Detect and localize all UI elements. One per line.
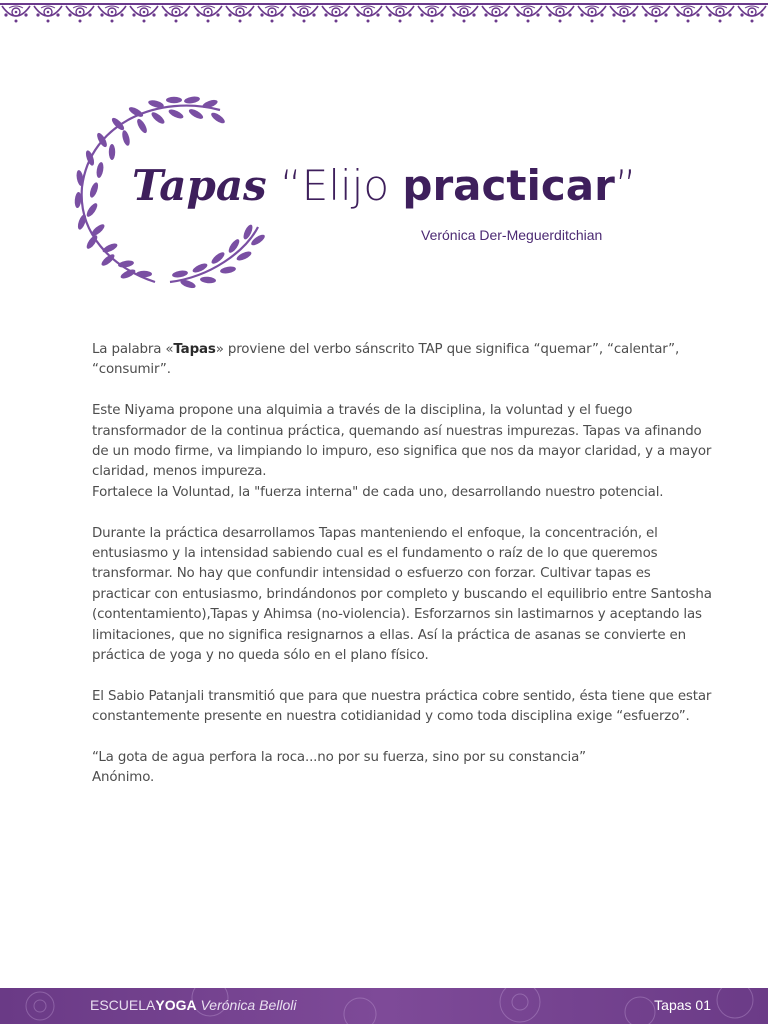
lace-border-ornament xyxy=(0,0,768,28)
p1-after: » proviene del verbo sánscrito TAP que significa “quemar”, “calentar”, “consumir”. xyxy=(92,342,680,378)
p1-before: La palabra « xyxy=(92,342,174,357)
paragraph-voluntad: Fortalece la Voluntad, la "fuerza interna" de cada uno, desarrollando nuestro potencial. xyxy=(92,484,664,500)
paragraph-etymology xyxy=(92,340,712,381)
footer-page-label: Tapas 01 xyxy=(654,997,711,1013)
quote-text: “La gota de agua perfora la roca...no por su fuerza, sino por su constancia” xyxy=(92,750,586,766)
footer-author: Verónica Belloli xyxy=(200,997,297,1013)
quote-author: Anónimo. xyxy=(92,770,155,786)
footer-yoga: YOGA xyxy=(155,997,197,1013)
title-elijo: “Elijo xyxy=(280,161,390,210)
paragraph-practica: Durante la práctica desarrollamos Tapas manteniendo el enfoque, la concentración, el entusiasmo y la intensidad sabiendo cual es el fundamento o raíz de lo que queremos transformar. No hay que confundir intensidad o esfuerzo con forzar. Cultivar tapas es practicar con entusiasmo, brindándonos por completo y buscando el equilibrio entre Santosha (contentamiento),Tapas y Ahimsa (no-violencia). Esforzarnos sin lastimarnos y aceptando las limitaciones, que no significa resignarnos a ellas. Así la práctica de asanas se convierte en práctica de yoga y no queda sólo en el plano físico. xyxy=(92,525,712,664)
footer-escuela: ESCUELA xyxy=(90,997,156,1013)
title-practicar: practicar xyxy=(402,161,615,210)
p1-bold-term: Tapas xyxy=(173,342,216,357)
footer-band xyxy=(0,988,768,1024)
title-close-quote: ” xyxy=(614,161,637,210)
footer-brand xyxy=(90,997,296,1013)
paragraph-niyama: Este Niyama propone una alquimia a través de la disciplina, la voluntad y el fuego transformador de la continua práctica, quemando así nuestras impurezas. Tapas va afinando de un modo firme, va limpiando lo impuro, eso significa que nos da mayor claridad, y a mayor claridad, menos impureza. xyxy=(92,403,712,480)
title-tapas: Tapas xyxy=(132,161,267,210)
paragraph-patanjali: El Sabio Patanjali transmitió que para que nuestra práctica cobre sentido, ésta tiene que estar constantemente presente en nuestra cotidianidad y como toda disciplina exige “esfuerzo”. xyxy=(92,688,712,725)
page-title xyxy=(132,160,637,212)
author-name: Verónica Der-Meguerditchian xyxy=(421,227,603,243)
article-body xyxy=(92,340,712,809)
